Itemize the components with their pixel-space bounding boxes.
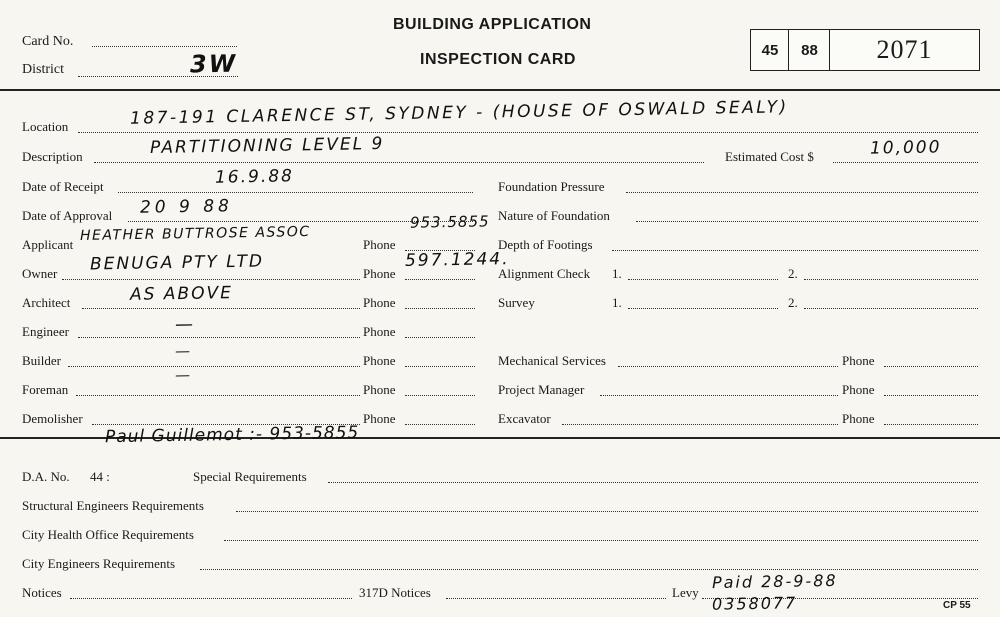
survey-line2 [804, 308, 978, 309]
notices-label: Notices [22, 585, 62, 600]
excavator-label: Excavator [498, 411, 551, 426]
date-receipt-value: 16.9.88 [214, 166, 295, 188]
applicant-phone: 953.5855 [409, 212, 490, 232]
structural-line [236, 511, 978, 512]
foreman-line [76, 395, 360, 396]
foundation-pressure-label: Foundation Pressure [498, 179, 605, 194]
foreman-phone-label: Phone [363, 382, 396, 397]
notices-317d-line [446, 598, 666, 599]
owner-line [62, 279, 360, 280]
date-receipt-line [118, 192, 473, 193]
alignment-num2: 2. [788, 266, 798, 281]
mechanical-label: Mechanical Services [498, 353, 606, 368]
mechanical-phone-label: Phone [842, 353, 875, 368]
card-number-box [829, 29, 980, 71]
alignment-num1: 1. [612, 266, 622, 281]
description-label: Description [22, 149, 83, 164]
nature-foundation-label: Nature of Foundation [498, 208, 610, 223]
title-line1: BUILDING APPLICATION [393, 16, 592, 33]
levy-receipt: 0358077 [711, 593, 798, 614]
survey-num1: 1. [612, 295, 622, 310]
contact-note: Paul Guillemot :- 953-5855 [104, 422, 360, 448]
district-value: 3W [189, 49, 238, 79]
builder-value: — [174, 341, 193, 361]
project-manager-phone-line [884, 395, 978, 396]
estimated-cost-line [833, 162, 978, 163]
mechanical-phone-line [884, 366, 978, 367]
demolisher-phone-label: Phone [363, 411, 396, 426]
title-line2: INSPECTION CARD [420, 51, 576, 68]
engineer-phone-line [405, 337, 475, 338]
location-label: Location [22, 119, 69, 134]
builder-line [68, 366, 360, 367]
alignment-line1 [628, 279, 778, 280]
card-box-series [750, 29, 790, 71]
card-no-line [92, 46, 237, 47]
owner-phone: 597.1244. [404, 249, 510, 271]
location-value: 187-191 CLARENCE ST, SYDNEY - (HOUSE OF OSWALD SEALY) [129, 97, 789, 129]
date-approval-value: 20 9 88 [139, 196, 234, 218]
health-line [224, 540, 978, 541]
structural-label: Structural Engineers Requirements [22, 498, 204, 513]
excavator-phone-label: Phone [842, 411, 875, 426]
architect-line [82, 308, 360, 309]
excavator-line [562, 424, 838, 425]
special-req-line [328, 482, 978, 483]
mechanical-line [618, 366, 838, 367]
survey-line1 [628, 308, 778, 309]
district-label: District [22, 62, 64, 77]
foreman-label: Foreman [22, 382, 69, 397]
architect-phone-label: Phone [363, 295, 396, 310]
engineer-phone-label: Phone [363, 324, 396, 339]
project-manager-label: Project Manager [498, 382, 585, 397]
card-box-year-text: 88 [801, 41, 818, 59]
project-manager-phone-label: Phone [842, 382, 875, 397]
project-manager-line [600, 395, 838, 396]
architect-value: AS ABOVE [129, 283, 234, 305]
estimated-cost-label: Estimated Cost $ [725, 149, 814, 164]
header-divider [0, 89, 1000, 91]
card-box-year [788, 29, 831, 71]
excavator-phone-line [884, 424, 978, 425]
owner-phone-line [405, 279, 475, 280]
city-eng-label: City Engineers Requirements [22, 556, 176, 571]
builder-phone-label: Phone [363, 353, 396, 368]
architect-label: Architect [22, 295, 71, 310]
owner-value: BENUGA PTY LTD [89, 251, 265, 275]
applicant-phone-label: Phone [363, 237, 396, 252]
description-line [94, 162, 704, 163]
notices-line [70, 598, 352, 599]
location-line [78, 132, 978, 133]
engineer-label: Engineer [22, 324, 69, 339]
levy-value: Paid 28-9-88 [711, 570, 838, 593]
da-no-label: D.A. No. [22, 469, 70, 484]
alignment-line2 [804, 279, 978, 280]
foreman-phone-line [405, 395, 475, 396]
survey-num2: 2. [788, 295, 798, 310]
engineer-line [78, 337, 360, 338]
health-label: City Health Office Requirements [22, 527, 194, 542]
engineer-value: — [174, 313, 196, 336]
card-no-label: Card No. [22, 34, 74, 49]
depth-footings-label: Depth of Footings [498, 237, 593, 252]
date-receipt-label: Date of Receipt [22, 179, 104, 194]
demolisher-label: Demolisher [22, 411, 83, 426]
description-value: PARTITIONING LEVEL 9 [149, 133, 385, 159]
card-number: 2071 [876, 35, 933, 64]
da-no-value: 44 : [90, 469, 110, 484]
owner-label: Owner [22, 266, 58, 281]
owner-phone-label: Phone [363, 266, 396, 281]
estimated-cost-value: 10,000 [869, 137, 942, 159]
nature-foundation-line [636, 221, 978, 222]
levy-label: Levy [672, 585, 699, 600]
foundation-pressure-line [626, 192, 978, 193]
card-box-series-text: 45 [761, 41, 779, 59]
form-code: CP 55 [943, 600, 971, 611]
builder-label: Builder [22, 353, 61, 368]
applicant-value: HEATHER BUTTROSE ASSOC [79, 223, 311, 245]
applicant-label: Applicant [22, 237, 74, 252]
demolisher-phone-line [405, 424, 475, 425]
architect-phone-line [405, 308, 475, 309]
depth-footings-line [612, 250, 978, 251]
survey-label: Survey [498, 295, 535, 310]
notices-317d-label: 317D Notices [359, 585, 431, 600]
city-eng-line [200, 569, 978, 570]
special-req-label: Special Requirements [193, 469, 307, 484]
alignment-label: Alignment Check [498, 266, 591, 281]
foreman-value: — [174, 365, 193, 385]
date-approval-label: Date of Approval [22, 208, 113, 223]
builder-phone-line [405, 366, 475, 367]
